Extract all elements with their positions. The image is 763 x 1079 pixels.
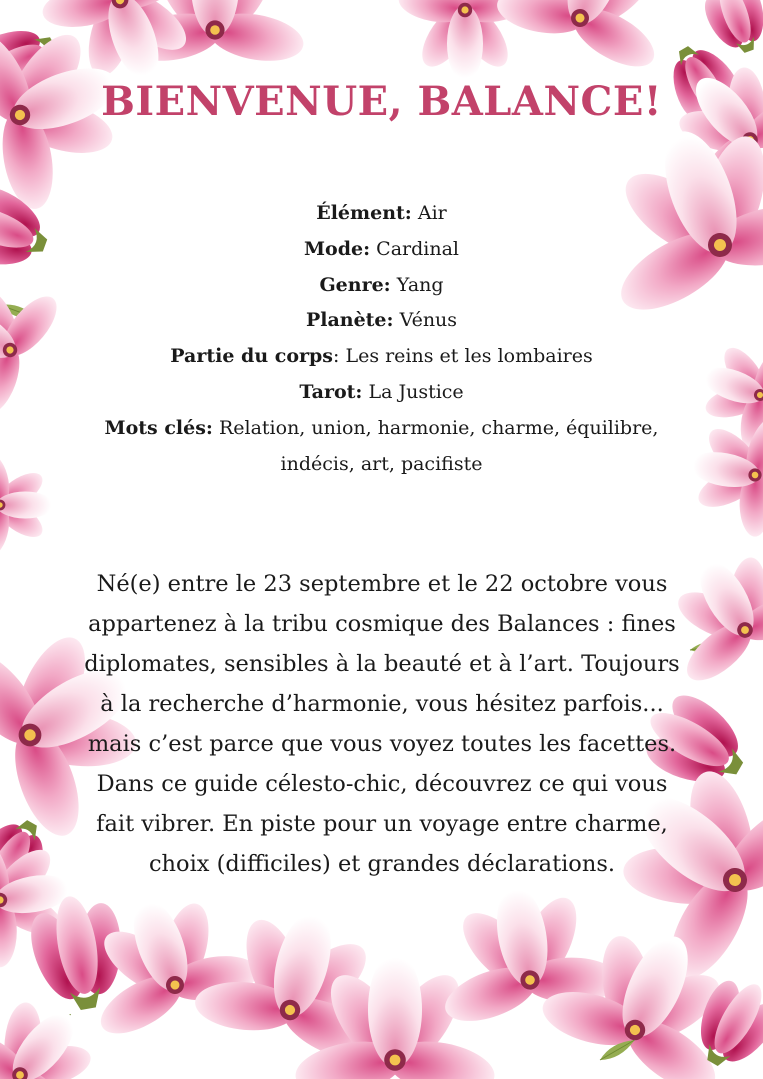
fact-mode bbox=[0, 232, 763, 268]
fact-label: Élément: bbox=[316, 202, 412, 224]
fact-label: Planète: bbox=[305, 309, 394, 332]
fact-tarot bbox=[0, 375, 763, 411]
fact-separator: : bbox=[333, 345, 340, 368]
fact-label: Partie du corps bbox=[170, 345, 333, 368]
fact-value: La Justice bbox=[368, 380, 464, 403]
fact-label: Mots clés: bbox=[104, 416, 213, 439]
fact-genre bbox=[0, 268, 763, 304]
fact-label: Genre: bbox=[319, 273, 391, 296]
fact-label: Tarot: bbox=[299, 380, 363, 403]
fact-partie-du-corps bbox=[0, 339, 763, 375]
fact-value: Vénus bbox=[399, 309, 458, 332]
fact-value: Yang bbox=[396, 273, 444, 296]
fact-mots-cles bbox=[102, 411, 662, 483]
fact-label: Mode: bbox=[304, 237, 371, 260]
fact-planete bbox=[0, 303, 763, 339]
fact-element bbox=[0, 196, 763, 232]
fact-value: Les reins et les lombaires bbox=[345, 345, 593, 368]
fact-value: Air bbox=[417, 202, 447, 224]
page-title: BIENVENUE, BALANCE! bbox=[101, 78, 662, 125]
fact-value: Cardinal bbox=[376, 237, 459, 260]
intro-paragraph: Né(e) entre le 23 septembre et le 22 octobre vous appartenez à la tribu cosmique des Balances : fines diplomates, sensibles à la beauté et à l’art. Toujours à la recherche d’harmonie, vous hésitez parfois... mais c’est parce que vous voyez toutes les facettes. Dans ce guide célesto-chic, découvrez ce qui vous fait vibrer. En piste pour un voyage entre charme, choix (difficiles) et grandes déclarations. bbox=[84, 571, 680, 877]
fact-value: Relation, union, harmonie, charme, équilibre, indécis, art, pacifiste bbox=[218, 416, 659, 475]
sign-facts bbox=[0, 196, 763, 482]
